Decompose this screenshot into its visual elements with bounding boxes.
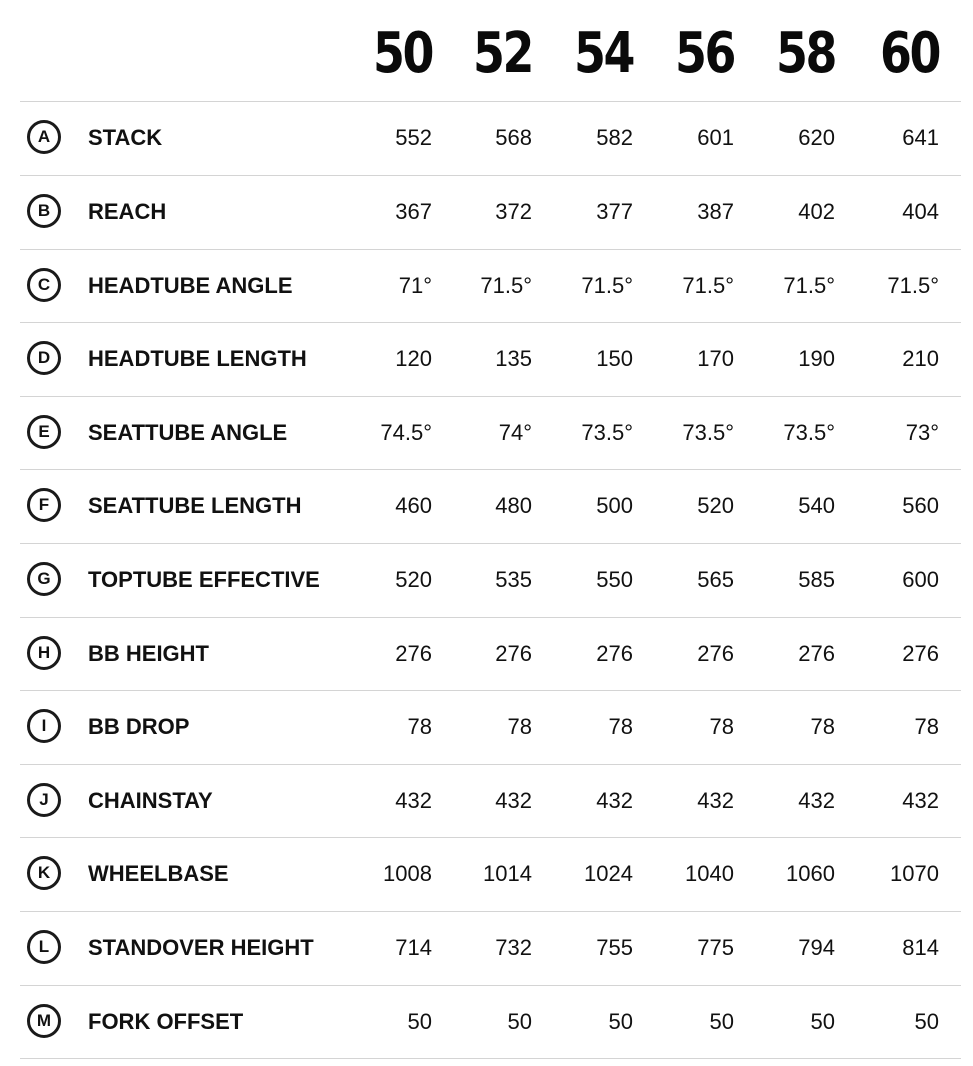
cell-value: 276 [798,641,835,666]
cell-value: 1040 [685,861,734,886]
cell-value: 1014 [483,861,532,886]
table-row [0,912,973,986]
cell-value: 432 [596,788,633,813]
cell-value: 71° [398,273,432,298]
cell-value: 387 [697,199,734,224]
cell-value: 550 [596,567,633,592]
row-letter-badge: K [27,856,61,890]
cell-value: 73.5° [783,420,835,445]
cell-value: 755 [596,935,633,960]
cell-value: 71.5° [480,273,532,298]
row-label: BB HEIGHT [88,641,209,666]
cell-value: 73.5° [581,420,633,445]
cell-value: 50 [507,1009,532,1034]
cell-value: 78 [507,714,532,739]
table-divider [20,1058,961,1059]
cell-value: 50 [608,1009,633,1034]
cell-value: 377 [596,199,633,224]
cell-value: 71.5° [581,273,633,298]
cell-value: 78 [407,714,432,739]
cell-value: 74° [498,420,532,445]
cell-value: 71.5° [682,273,734,298]
row-letter-badge: E [27,415,61,449]
cell-value: 460 [395,493,432,518]
table-row [0,176,973,250]
table-row [0,765,973,839]
cell-value: 404 [902,199,939,224]
table-row [0,691,973,765]
row-letter-badge: H [27,636,61,670]
cell-value: 78 [914,714,939,739]
cell-value: 372 [495,199,532,224]
row-label: CHAINSTAY [88,788,213,813]
cell-value: 775 [697,935,734,960]
cell-value: 71.5° [887,273,939,298]
cell-value: 1070 [890,861,939,886]
cell-value: 71.5° [783,273,835,298]
row-letter-badge: C [27,268,61,302]
size-heading: 52 [473,21,532,86]
cell-value: 1060 [786,861,835,886]
row-letter-badge: G [27,562,61,596]
cell-value: 601 [697,125,734,150]
cell-value: 78 [709,714,734,739]
cell-value: 74.5° [380,420,432,445]
cell-value: 732 [495,935,532,960]
cell-value: 276 [596,641,633,666]
row-letter-badge: I [27,709,61,743]
cell-value: 432 [395,788,432,813]
cell-value: 150 [596,346,633,371]
cell-value: 432 [495,788,532,813]
cell-value: 73° [905,420,939,445]
cell-value: 276 [902,641,939,666]
cell-value: 367 [395,199,432,224]
cell-value: 73.5° [682,420,734,445]
cell-value: 560 [902,493,939,518]
row-label: STACK [88,125,163,150]
row-label: FORK OFFSET [88,1009,244,1034]
table-row [0,397,973,471]
cell-value: 402 [798,199,835,224]
size-header-row [0,0,973,100]
row-label: WHEELBASE [88,861,229,886]
cell-value: 500 [596,493,633,518]
row-letter-badge: D [27,341,61,375]
cell-value: 276 [495,641,532,666]
row-label: SEATTUBE LENGTH [88,493,302,518]
cell-value: 50 [810,1009,835,1034]
cell-value: 276 [697,641,734,666]
cell-value: 520 [697,493,734,518]
size-heading: 58 [776,21,835,86]
cell-value: 568 [495,125,532,150]
row-label: SEATTUBE ANGLE [88,420,288,445]
row-letter-badge: L [27,930,61,964]
table-row [0,618,973,692]
cell-value: 600 [902,567,939,592]
cell-value: 170 [697,346,734,371]
cell-value: 582 [596,125,633,150]
size-heading: 56 [675,21,734,86]
row-label: STANDOVER HEIGHT [88,935,314,960]
cell-value: 432 [902,788,939,813]
cell-value: 432 [798,788,835,813]
cell-value: 120 [395,346,432,371]
cell-value: 552 [395,125,432,150]
row-label: HEADTUBE LENGTH [88,346,307,371]
row-letter-badge: F [27,488,61,522]
cell-value: 520 [395,567,432,592]
table-row [0,250,973,324]
cell-value: 585 [798,567,835,592]
cell-value: 135 [495,346,532,371]
cell-value: 540 [798,493,835,518]
table-row [0,544,973,618]
table-row [0,102,973,176]
cell-value: 565 [697,567,734,592]
table-row [0,986,973,1060]
cell-value: 50 [914,1009,939,1034]
cell-value: 814 [902,935,939,960]
row-letter-badge: A [27,120,61,154]
cell-value: 78 [608,714,633,739]
row-label: TOPTUBE EFFECTIVE [88,567,320,592]
size-heading: 60 [880,21,939,86]
cell-value: 432 [697,788,734,813]
size-heading: 54 [574,21,633,86]
cell-value: 1024 [584,861,633,886]
cell-value: 641 [902,125,939,150]
cell-value: 714 [395,935,432,960]
cell-value: 620 [798,125,835,150]
row-label: REACH [88,199,167,224]
row-label: HEADTUBE ANGLE [88,273,293,298]
table-row [0,838,973,912]
cell-value: 794 [798,935,835,960]
cell-value: 190 [798,346,835,371]
row-letter-badge: J [27,783,61,817]
cell-value: 210 [902,346,939,371]
table-row [0,470,973,544]
cell-value: 1008 [383,861,432,886]
row-label: BB DROP [88,714,190,739]
cell-value: 78 [810,714,835,739]
row-letter-badge: M [27,1004,61,1038]
table-row [0,323,973,397]
cell-value: 480 [495,493,532,518]
cell-value: 50 [709,1009,734,1034]
row-letter-badge: B [27,194,61,228]
cell-value: 535 [495,567,532,592]
size-heading: 50 [373,21,432,86]
cell-value: 276 [395,641,432,666]
cell-value: 50 [407,1009,432,1034]
